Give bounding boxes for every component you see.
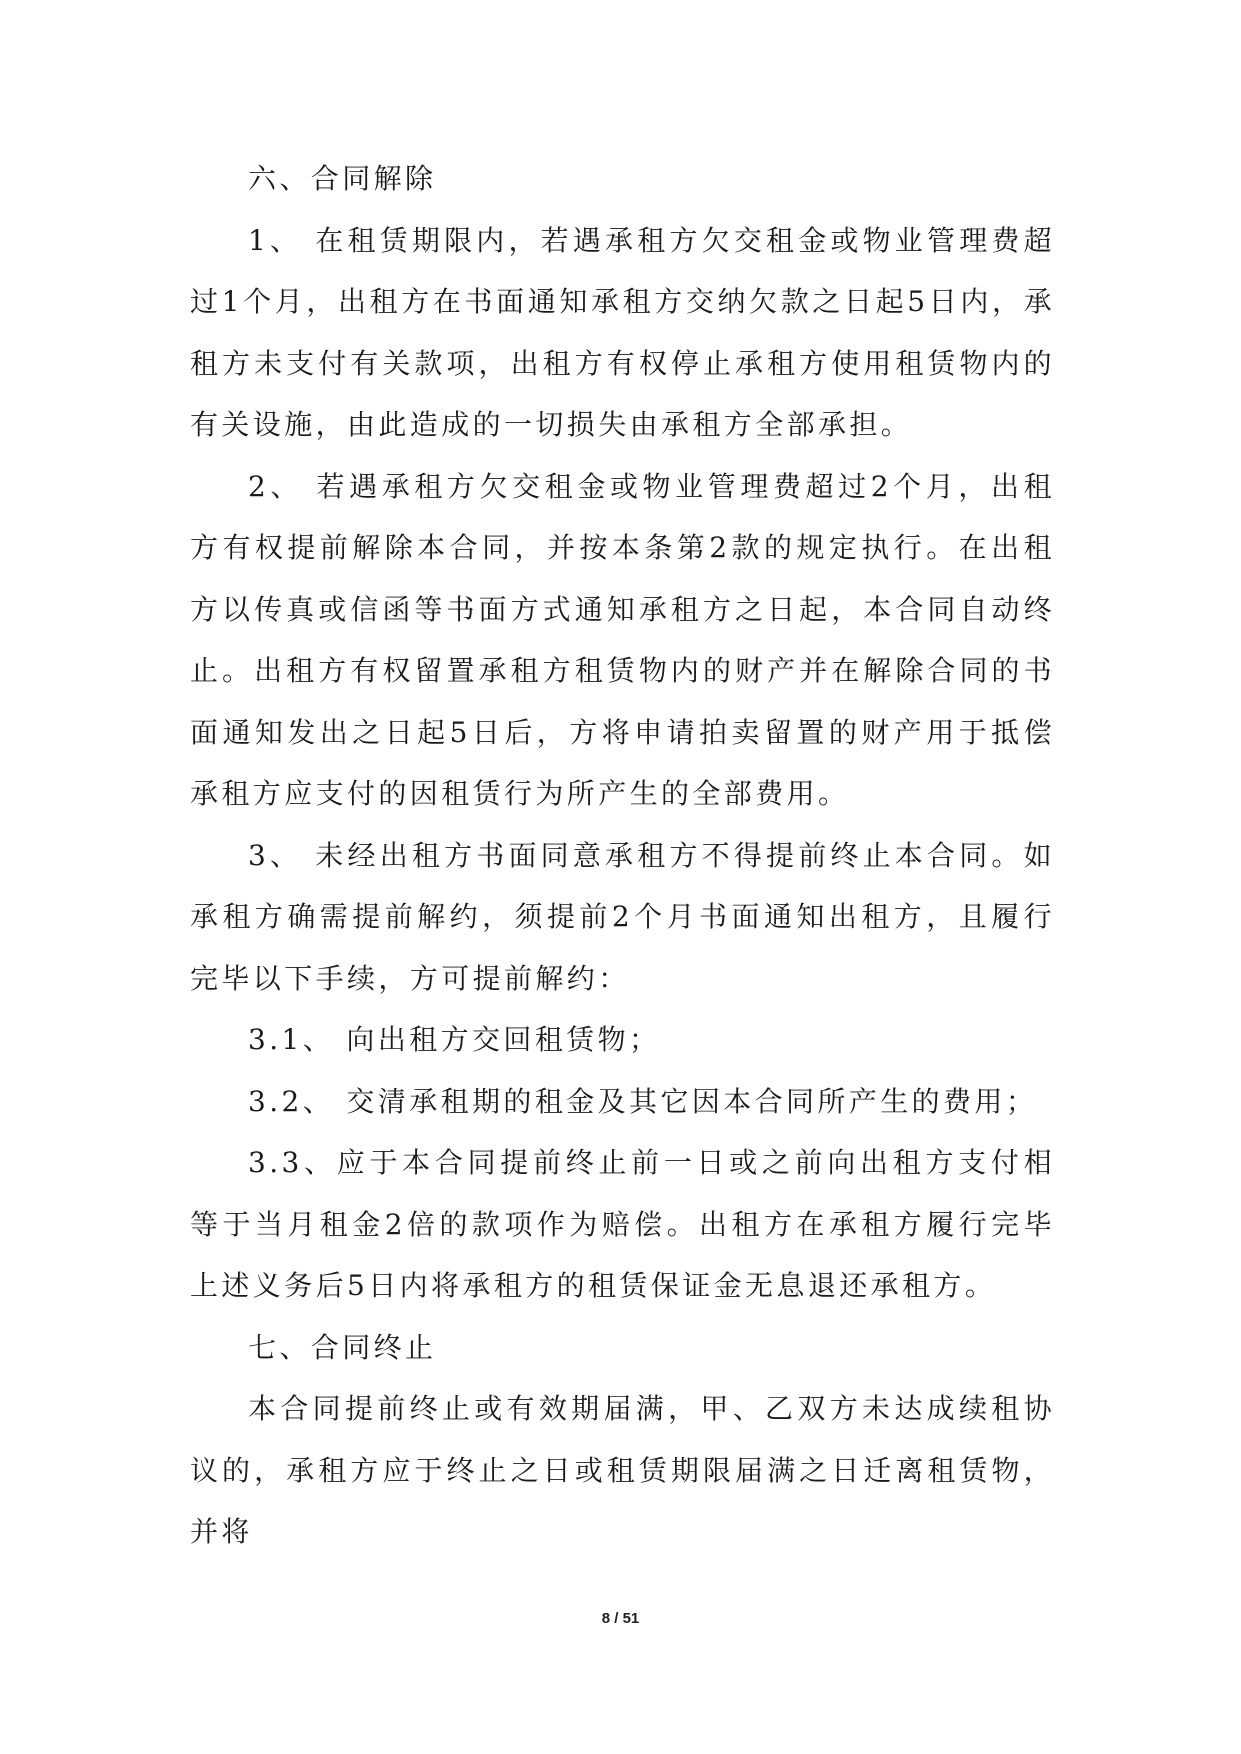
page-number: 8 / 51 xyxy=(601,1610,640,1627)
clause-1: 1、 在租赁期限内，若遇承租方欠交租金或物业管理费超过1个月，出租方在书面通知承租方交纳欠款之日起5日内，承租方未支付有关款项，出租方有权停止承租方使用租赁物内的有关设施，由此造成的一切损失由承租方全部承担。 xyxy=(190,223,1055,441)
clause-3-2: 3.2、 交清承租期的租金及其它因本合同所产生的费用； xyxy=(248,1084,1038,1118)
section-heading-expiry: 七、合同终止 xyxy=(248,1330,437,1364)
clause-3: 3、 未经出租方书面同意承租方不得提前终止本合同。如承租方确需提前解约，须提前2个月书面通知出租方，且履行完毕以下手续，方可提前解约： xyxy=(190,838,1055,995)
document-body xyxy=(190,148,1055,1563)
clause-3-1: 3.1、 向出租方交回租赁物； xyxy=(248,1023,661,1056)
expiry-paragraph: 本合同提前终止或有效期届满，甲、乙双方未达成续租协议的，承租方应于终止之日或租赁期限届满之日迁离租赁物，并将 xyxy=(190,1392,1055,1548)
clause-3-3: 3.3、应于本合同提前终止前一日或之前向出租方支付相等于当月租金2倍的款项作为赔偿。出租方在承租方履行完毕上述义务后5日内将承租方的租赁保证金无息退还承租方。 xyxy=(190,1146,1055,1302)
section-heading-termination: 六、合同解除 xyxy=(248,162,437,195)
clause-2: 2、 若遇承租方欠交租金或物业管理费超过2个月，出租方有权提前解除本合同，并按本条第2款的规定执行。在出租方以传真或信函等书面方式通知承租方之日起，本合同自动终止。出租方有权留置承租方租赁物内的财产并在解除合同的书面通知发出之日起5日后，方将申请拍卖留置的财产用于抵偿承租方应支付的因租赁行为所产生的全部费用。 xyxy=(190,469,1055,810)
